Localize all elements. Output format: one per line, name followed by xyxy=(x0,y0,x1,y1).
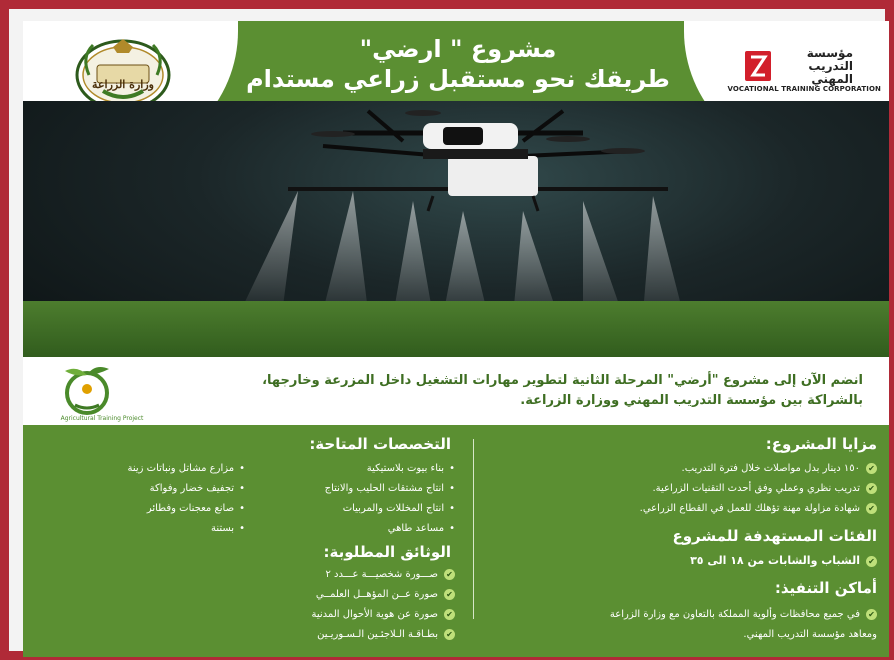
locations-line-1 xyxy=(610,605,877,625)
advantages-list xyxy=(640,459,877,519)
document-text: صورة عن هوية الأحوال المدنية xyxy=(311,609,438,620)
check-icon: ✔ xyxy=(866,556,877,567)
check-icon: ✔ xyxy=(444,589,455,600)
advantage-text: تدريب نظري وعملي وفق أحدث التقنيات الزراعية. xyxy=(652,483,860,494)
check-icon: ✔ xyxy=(444,569,455,580)
title-line-2: طريقك نحو مستقبل زراعي مستدام xyxy=(246,65,670,93)
specialty-text: بستنة xyxy=(210,523,235,534)
advantage-text: شهادة مزاولة مهنة تؤهلك للعمل في القطاع الزراعي. xyxy=(639,503,860,514)
atp-logo xyxy=(37,363,167,425)
atp-caption: Agricultural Training Project xyxy=(60,415,144,422)
poster xyxy=(23,21,889,657)
list-item xyxy=(312,605,456,625)
intro-line-2: بالشراكة بين مؤسسة التدريب المهني ووزارة الزراعة. xyxy=(520,393,863,408)
target-item xyxy=(690,551,877,571)
vtc-name-ar-3: المهني xyxy=(811,72,853,86)
list-item xyxy=(640,499,877,519)
advantage-text: ١٥٠ دينار بدل مواصلات خلال فترة التدريب. xyxy=(681,463,860,474)
column-divider xyxy=(473,439,474,619)
vtc-logo xyxy=(711,47,881,107)
intro-line-1: انضم الآن إلى مشروع "أرضي" المرحلة الثانية لتطوير مهارات التشغيل داخل المزرعة وخارجها، xyxy=(262,373,863,388)
hero-drone-image xyxy=(23,101,889,357)
list-item xyxy=(312,565,456,585)
document-text: صورة عــن المؤهــل العلمــي xyxy=(315,589,438,600)
documents-list xyxy=(312,565,456,645)
specialty-text: مساعد طاهي xyxy=(387,523,445,534)
intro-band xyxy=(23,357,889,425)
specialty-text: مزارع مشاتل ونباتات زينة xyxy=(127,463,235,474)
specialty-text: تجفيف خضار وفواكة xyxy=(149,483,235,494)
bullet-icon: • xyxy=(449,523,455,534)
locations-text xyxy=(610,605,877,645)
vtc-name-en: VOCATIONAL TRAINING CORPORATION xyxy=(727,85,881,93)
locations-line-2: ومعاهد مؤسسة التدريب المهني. xyxy=(743,629,877,640)
bullet-icon: • xyxy=(239,523,245,534)
list-item xyxy=(265,519,455,539)
check-icon: ✔ xyxy=(444,609,455,620)
check-icon: ✔ xyxy=(444,629,455,640)
advantages-heading: مزايا المشروع: xyxy=(765,435,877,453)
locations-line-1-text: في جميع محافظات وألوية المملكة بالتعاون مع وزارة الزراعة xyxy=(609,609,860,620)
bullet-icon: • xyxy=(239,463,245,474)
specialty-text: بناء بيوت بلاستيكية xyxy=(366,463,445,474)
check-icon: ✔ xyxy=(866,463,877,474)
locations-heading: أماكن التنفيذ: xyxy=(774,579,877,597)
atp-leaf-icon xyxy=(37,363,167,415)
check-icon: ✔ xyxy=(866,483,877,494)
bullet-icon: • xyxy=(239,503,245,514)
list-item xyxy=(312,625,456,645)
list-item xyxy=(265,499,455,519)
specialty-text: انتاج مشتقات الحليب والانتاج xyxy=(324,483,445,494)
list-item xyxy=(55,519,245,539)
list-item xyxy=(55,499,245,519)
target-heading: الفئات المستهدفة للمشروع xyxy=(672,527,877,545)
bullet-icon: • xyxy=(449,503,455,514)
ministry-logo-text: وزارة الزراعة xyxy=(92,78,154,91)
documents-heading: الوثائق المطلوبة: xyxy=(323,543,451,561)
list-item xyxy=(55,459,245,479)
info-section xyxy=(23,425,889,657)
check-icon: ✔ xyxy=(866,609,877,620)
title-line-1: مشروع " ارضي" xyxy=(359,35,557,63)
document-text: صـــورة شخصيـــة عـــدد ٢ xyxy=(325,569,438,580)
check-icon: ✔ xyxy=(866,503,877,514)
specialties-col-b xyxy=(55,459,245,539)
bullet-icon: • xyxy=(239,483,245,494)
specialties-heading: التخصصات المتاحة: xyxy=(309,435,451,453)
list-item xyxy=(265,459,455,479)
list-item xyxy=(265,479,455,499)
list-item xyxy=(55,479,245,499)
vtc-name-ar-1: مؤسسة xyxy=(806,46,853,60)
document-text: بطـاقـة الـلاجئـين الـسـوريـين xyxy=(317,629,438,640)
vtc-name-ar-2: التدريب xyxy=(808,59,853,73)
intro-text xyxy=(253,371,863,411)
vtc-name-ar xyxy=(773,47,853,86)
list-item xyxy=(640,459,877,479)
bullet-icon: • xyxy=(449,483,455,494)
specialty-text: صانع معجنات وفطائر xyxy=(146,503,235,514)
target-text: الشباب والشابات من ١٨ الى ٣٥ xyxy=(690,554,860,567)
bullet-icon: • xyxy=(449,463,455,474)
specialty-text: انتاج المخللات والمربيات xyxy=(342,503,445,514)
list-item xyxy=(640,479,877,499)
crop-field xyxy=(23,301,889,357)
list-item xyxy=(312,585,456,605)
specialties-col-a xyxy=(265,459,455,539)
vtc-mark-icon xyxy=(745,51,771,81)
